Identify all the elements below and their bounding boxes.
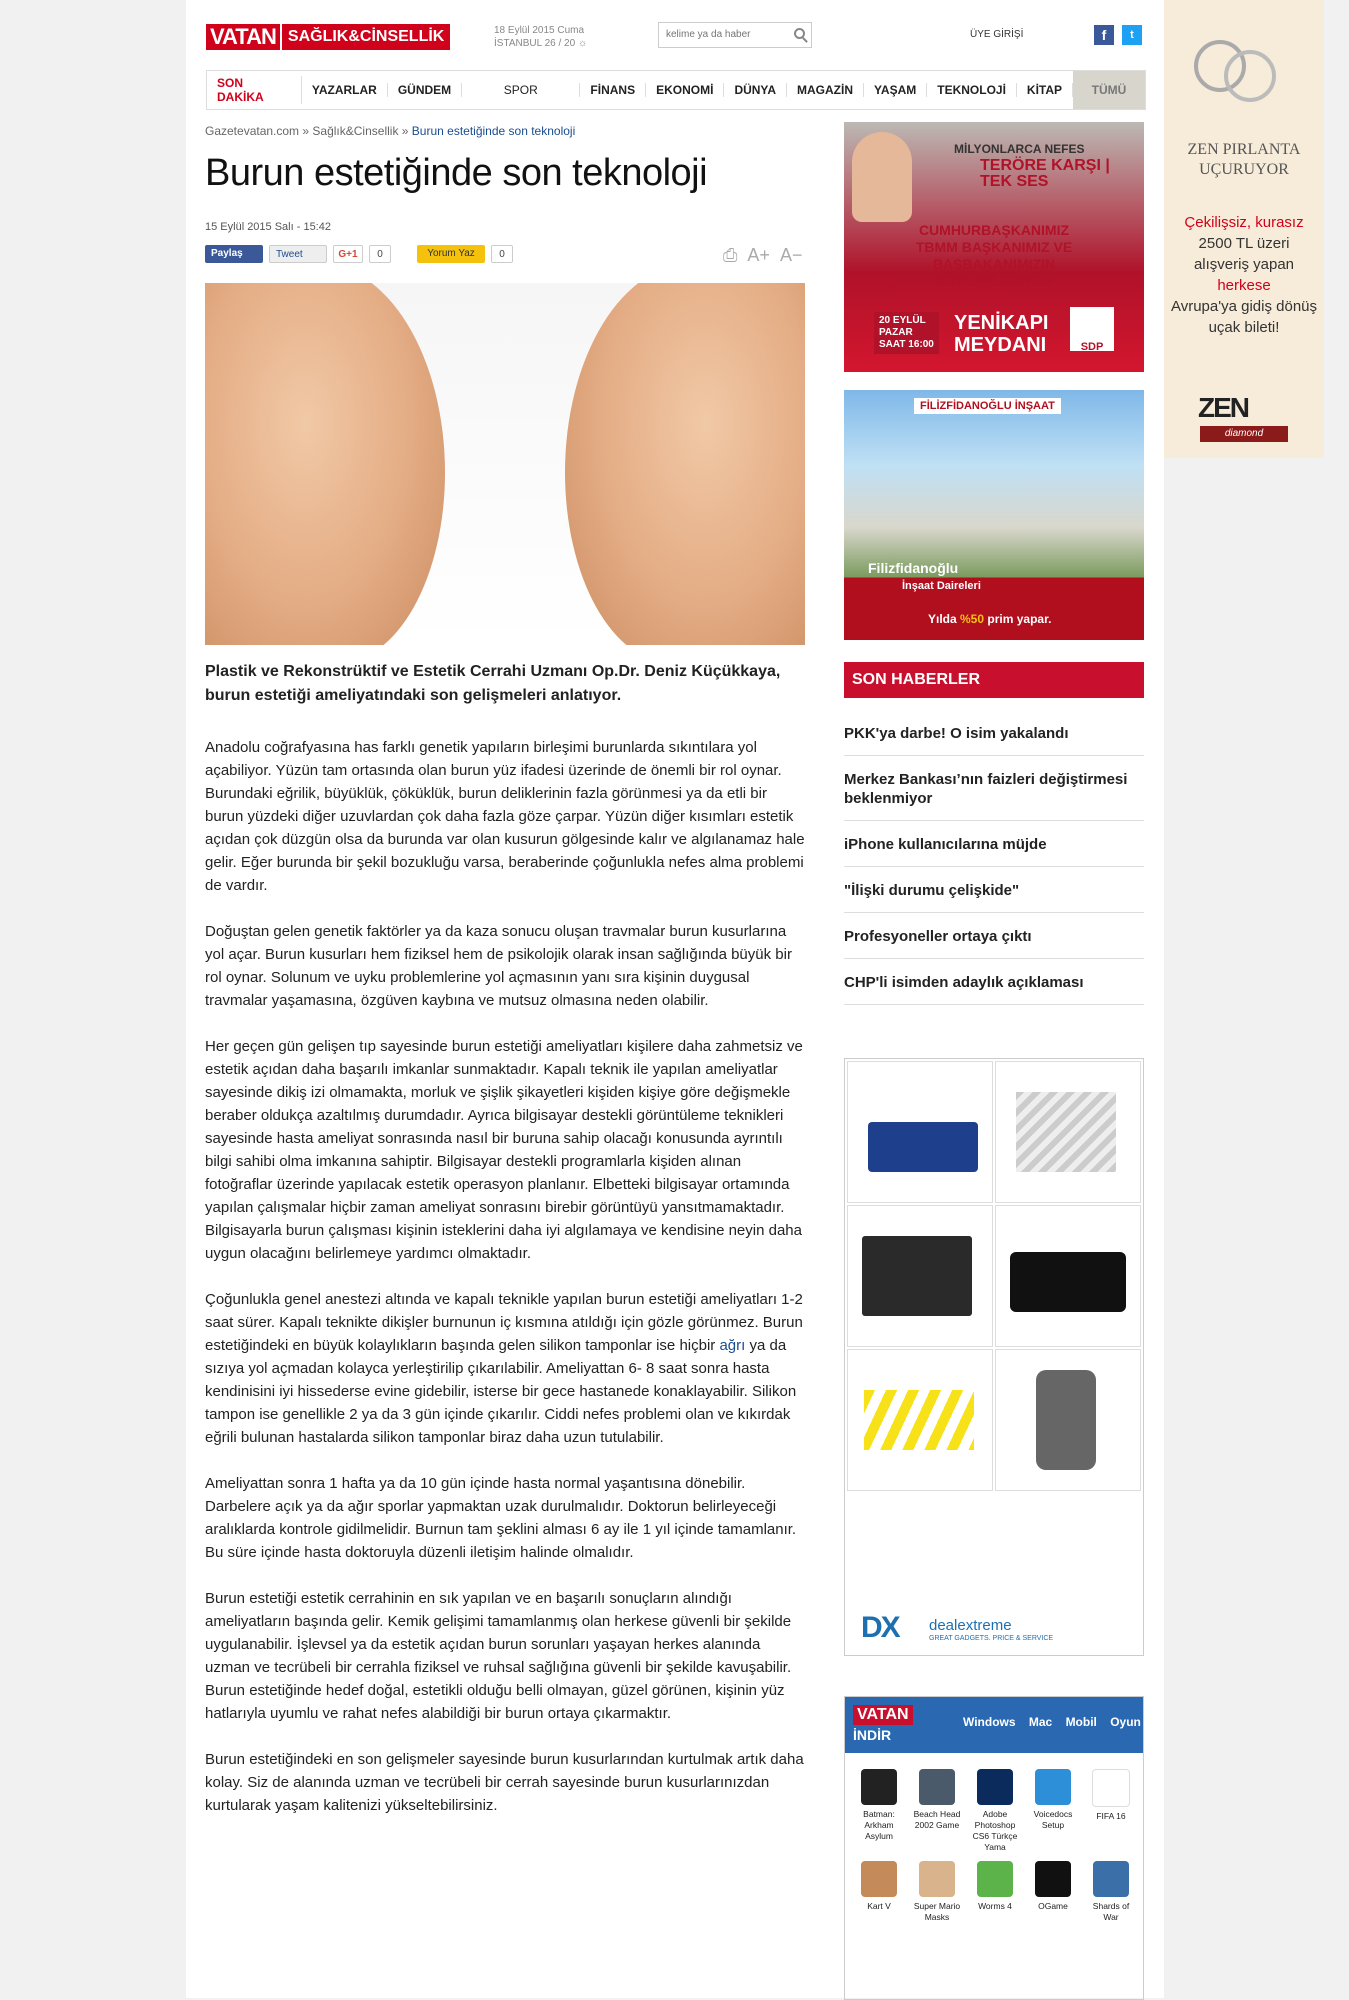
gplus-count: 0 [369,245,391,263]
header-date [494,24,587,50]
nav-tumu[interactable]: TÜMÜ [1073,71,1145,109]
breadcrumb: Gazetevatan.com » Sağlık&Cinsellik » Burun estetiğinde son teknoloji [205,124,576,138]
ad-brand: FİLİZFİDANOĞLU İNŞAAT [914,398,1061,414]
article-paragraph: Ameliyattan sonra 1 hafta ya da 10 gün içinde hasta normal yaşantısına dönebilir. Darbelere açık ya da ağır sporlar yapmaktan uzak durulmalıdır. Doktorun belirleyeceği aralıklarda kontrole gidilmelidir. Burnun tam şeklini alması 6 ay ile 1 yıl içinde tamamlanır. Bu süre içinde hasta doktoruyla düzenli iletişim halinde olmalıdır. [205,1475,797,1561]
news-item[interactable]: Profesyoneller ortaya çıktı [844,913,1144,959]
game-name: Worms 4 [978,1901,1012,1911]
game-item[interactable] [969,1769,1021,1853]
zen-desc: Çekilişsiz, kurasız 2500 TL üzeri alışveriş yapan herkese Avrupa'ya gidiş dönüş uçak bileti! [1170,214,1317,336]
logo-section: SAĞLIK&CİNSELLİK [282,24,450,50]
ad-slogan: TERÖRE KARŞI | TEK SES [980,157,1110,190]
zen-side-ad[interactable] [1164,0,1324,458]
ad-text: Filizfidanoğlu [868,560,959,576]
nav-finans[interactable]: FİNANS [580,83,646,97]
dx-ad[interactable] [844,1058,1144,1656]
product-heatsink[interactable] [995,1061,1141,1203]
article-tools [723,245,812,266]
main-nav [206,70,1146,110]
news-item[interactable]: iPhone kullanıcılarına müjde [844,821,1144,867]
nav-spor[interactable]: SPOR [462,83,580,97]
search-box [658,22,812,48]
dx-logo: DX [861,1611,899,1644]
news-item[interactable]: Merkez Bankası’nın faizleri değiştirmesi beklenmiyor [844,756,1144,821]
article-paragraph: Çoğunlukla genel anestezi altında ve kapalı teknikle yapılan burun estetiği ameliyatları 1-2 saat sürer. Kapalı teknikte dikişler burnunun iç kısmına atıldığı için gözle görünmez. Burun estetiğindeki en büyük kolaylıkların başında gelen silikon tamponlar ise hiçbir ağrı ya da sızıya yol açmadan kolayca yerleştirilip çıkarılabilir. Ameliyattan 6- 8 saat sonra hasta kendinisini iyi hissederse evine gidebilir, isterse bir gece hastanede konaklayabilir. Silikon tampon ise genellikle 2 ya da 3 gün içinde çıkarılır. Ciddi nefes problemi olan ve kıkırdak eğrili bulunan hastalarda silikon tamponlar biraz daha uzun tutulabilir. [205,1291,803,1446]
game-item[interactable] [1027,1861,1079,1912]
ad-text: MİLYONLARCA NEFES [954,142,1085,156]
publish-date: 15 Eylül 2015 Salı - 15:42 [205,221,331,233]
game-item[interactable] [1085,1769,1137,1822]
sdp-logo: SDP [1070,307,1114,351]
game-item[interactable] [853,1861,905,1912]
article-body [205,736,805,1840]
indir-tabs[interactable]: Windows Mac Mobil Oyun [963,1715,1141,1729]
indir-logo-sub: İNDİR [853,1727,892,1743]
comment-count: 0 [491,245,513,263]
game-name: Kart V [867,1901,891,1911]
game-item[interactable] [969,1861,1021,1912]
ad-filiz-banner[interactable] [844,390,1144,640]
indir-logo[interactable]: VATAN [853,1705,913,1725]
product-phone-holder[interactable] [995,1349,1141,1491]
game-name: OGame [1038,1901,1068,1911]
son-haberler-heading: SON HABERLER [844,662,1144,698]
login-link[interactable]: ÜYE GİRİŞİ [970,29,1024,40]
game-name: FIFA 16 [1096,1811,1126,1821]
article-paragraph: Burun estetiği estetik cerrahinin en sık yapılan ve en başarılı sonuçların alındığı ameliyatların başında gelir. Kemik gelişimi tamamlanmış olan herkese güvenli bir şekilde uygulanabilir. İşlevsel ya da estetik açıdan burun sorunları yaşayan herkes alanında uzman ve tecrübeli bir cerrahla fiziksel ve ruhsal sağlığına güvenli bir şekilde kavuşabilir. Burun estetiğinde hedef doğal, estetikli olduğu belli olmayan, güzel görünen, kişinin yüz hatlarıyla uyumlu ve rahat nefes alabildiği bir burun ortaya çıkarmaktır. [205,1590,792,1722]
game-icon [977,1861,1013,1897]
game-name: Beach Head 2002 Game [913,1809,961,1830]
site-header [186,0,1164,70]
game-name: Shards of War [1092,1901,1130,1922]
twitter-icon[interactable]: t [1122,25,1142,45]
font-increase-icon[interactable]: A+ [747,245,770,265]
game-icon [1035,1769,1071,1805]
ad-text: İnşaat Daireleri [902,580,981,592]
game-icon [977,1769,1013,1805]
nav-dunya[interactable]: DÜNYA [724,83,787,97]
ad-text: Yılda %50 prim yapar. [928,612,1052,626]
news-item[interactable]: PKK'ya darbe! O isim yakalandı [844,710,1144,756]
agri-link[interactable]: ağrı [719,1337,746,1354]
ad-place: YENİKAPI MEYDANI [954,312,1049,356]
breadcrumb-section[interactable]: Sağlık&Cinsellik [312,124,399,138]
tweet-button[interactable]: Tweet [269,245,327,263]
date-line: 18 Eylül 2015 Cuma [494,25,585,36]
nav-yazarlar[interactable]: YAZARLAR [302,83,388,97]
article-paragraph: Doğuştan gelen genetik faktörler ya da kaza sonucu oluşan travmalar burun kusurlarına yol açar. Burun kusurları hem fiziksel hem de psikolojik olarak insan sağlığında büyük bir rol oynar. Solunum ve uyku problemlerine yol açmasının yanı sıra kişinin duygusal travmalar yaşamasına, özgüven kaybına ve mutsuz olmasına neden olabilir. [205,923,792,1009]
sun-icon: ☼ [577,38,588,49]
dx-tagline: GREAT GADGETS. PRICE & SERVICE [929,1635,1054,1642]
game-name: Batman: Arkham Asylum [863,1809,895,1841]
game-item[interactable] [853,1769,905,1842]
nav-teknoloji[interactable]: TEKNOLOJİ [927,83,1017,97]
product-projector[interactable] [995,1205,1141,1347]
game-name: Super Mario Masks [913,1901,961,1922]
zen-title: ZEN PIRLANTA UÇURUYOR [1187,141,1301,178]
game-icon [1093,1861,1129,1897]
dx-name: dealextreme [929,1617,1012,1634]
nav-gundem[interactable]: GÜNDEM [388,83,462,97]
article-paragraph: Burun estetiğindeki en son gelişmeler sayesinde burun kusurlarından kurtulmak artık daha kolay. Siz de alanında uzman ve tecrübeli bir cerrah sayesinde burun kusurlarınızdan kurtularak yaşam kalitenizi yükseltebilirsiniz. [205,1751,804,1814]
nav-kitap[interactable]: KİTAP [1017,83,1073,97]
print-icon[interactable]: ⎙ [723,245,738,265]
hand-icon [852,132,912,222]
game-item[interactable] [911,1861,963,1923]
product-ssd[interactable] [847,1205,993,1347]
facebook-icon[interactable]: f [1094,25,1114,45]
nav-yasam[interactable]: YAŞAM [864,83,927,97]
ad-date: 20 EYLÜL PAZAR SAAT 16:00 [874,312,939,354]
nav-ekonomi[interactable]: EKONOMİ [646,83,724,97]
zen-logo-sub: diamond [1200,426,1288,442]
font-decrease-icon[interactable]: A− [779,245,803,265]
game-icon [861,1861,897,1897]
ad-body: CUMHURBAŞKANIMIZ TBMM BAŞKANIMIZ VE BAŞBAKANIMIZIN KATILIMLARIYLA [915,222,1073,289]
ad-teror-banner[interactable] [844,122,1144,372]
rings-image [1184,10,1304,110]
game-icon [1035,1861,1071,1897]
game-icon [1092,1769,1130,1807]
news-item[interactable]: CHP'li isimden adaylık açıklaması [844,959,1144,1005]
game-icon [919,1861,955,1897]
breadcrumb-home[interactable]: Gazetevatan.com [205,124,300,138]
article-lead: Plastik ve Rekonstrüktif ve Estetik Cerrahi Uzmanı Op.Dr. Deniz Küçükkaya, burun estetiği ameliyatındaki son gelişmeleri anlatıyor. [205,663,781,704]
son-haberler [844,662,1144,1005]
nav-magazin[interactable]: MAGAZİN [787,83,864,97]
vatan-indir-widget [844,1696,1144,2000]
weather-line: İSTANBUL 26 / 20 ☼ [494,38,588,49]
facebook-share-button[interactable]: Paylaş [205,245,263,263]
game-name: Adobe Photoshop CS6 Türkçe Yama [972,1809,1018,1852]
game-name: Voicedocs Setup [1033,1809,1073,1830]
zen-logo: ZEN [1198,392,1248,423]
game-item[interactable] [1027,1769,1079,1831]
face-right [565,283,805,645]
search-icon[interactable] [794,28,805,39]
page-title: Burun estetiğinde son teknoloji [205,152,708,194]
product-mp3-board[interactable] [847,1061,993,1203]
article-paragraph: Her geçen gün gelişen tıp sayesinde burun estetiği ameliyatları kişilere daha zahmetsiz ve estetik açıdan daha başarılı imkanlar sunmaktadır. Kapalı teknik ile yapılan ameliyatlar sayesinde dikiş izi olmamakta, morluk ve şişlik şikayetleri kişiden kişiye göre değişmekle beraber oldukça azaltılmış durumdadır. Ayrıca bilgisayar destekli görüntüleme teknikleri sayesinde hasta ameliyat sonrasında nasıl bir buruna sahip olacağı konusunda ayrıntılı bilgi sahibi olma imkanına sahiptir. Bilgisayar destekli programlarla kişiden alınan fotoğraflar üzerinde yapılacak estetik operasyon planlanır. Elbetteki bilgisayar ortamında yapılan çalışmalar hiçbir zaman ameliyat sonrasını birebir görüntüyü yansıtmamaktadır. Bilgisayarla burun çalışması kişinin isteklerini daha iyi algılamaya ve kendisine neyin daha uygun olacağını belirlemeye yardımcı olmaktadır. [205,1038,803,1262]
comment-button[interactable]: Yorum Yaz [417,245,485,263]
face-left [205,283,445,645]
article-paragraph: Anadolu coğrafyasına has farklı genetik yapıların birleşimi burunlarda sıkıntılara yol açabiliyor. Yüzün tam ortasında olan burun yüz ifadesi üzerinde de önemli bir rol oynar. Burundaki eğrilik, büyüklük, çöküklük, burun deliklerinin fazla görünmesi ya da etli bir burun yüzdeki diğer uzuvlardan çok daha fazla göze çarpar. Yüzün diğer kısımları estetik açıdan çok düzgün olsa da burunda var olan kusurun gölgesinde kalır ve algılanamaz hale gelir. Eğer burunda bir şekil bozukluğu varsa, beraberinde çoğunlukla nefes alma problemi de vardır. [205,739,805,894]
product-led-strip[interactable] [847,1349,993,1491]
gplus-button[interactable]: G+1 [333,245,363,263]
page-container [186,0,1164,1998]
game-item[interactable] [911,1769,963,1831]
news-item[interactable]: "İlişki durumu çelişkide" [844,867,1144,913]
logo-vatan: VATAN [206,24,280,50]
site-logo[interactable] [206,24,450,50]
search-input[interactable] [664,28,788,41]
nav-son-dakika[interactable]: SON DAKİKA [207,76,302,104]
indir-header [845,1697,1143,1753]
breadcrumb-current[interactable]: Burun estetiğinde son teknoloji [411,124,576,138]
share-bar [205,245,805,265]
game-icon [919,1769,955,1805]
article-image [205,283,805,645]
game-icon [861,1769,897,1805]
game-item[interactable] [1085,1861,1137,1923]
